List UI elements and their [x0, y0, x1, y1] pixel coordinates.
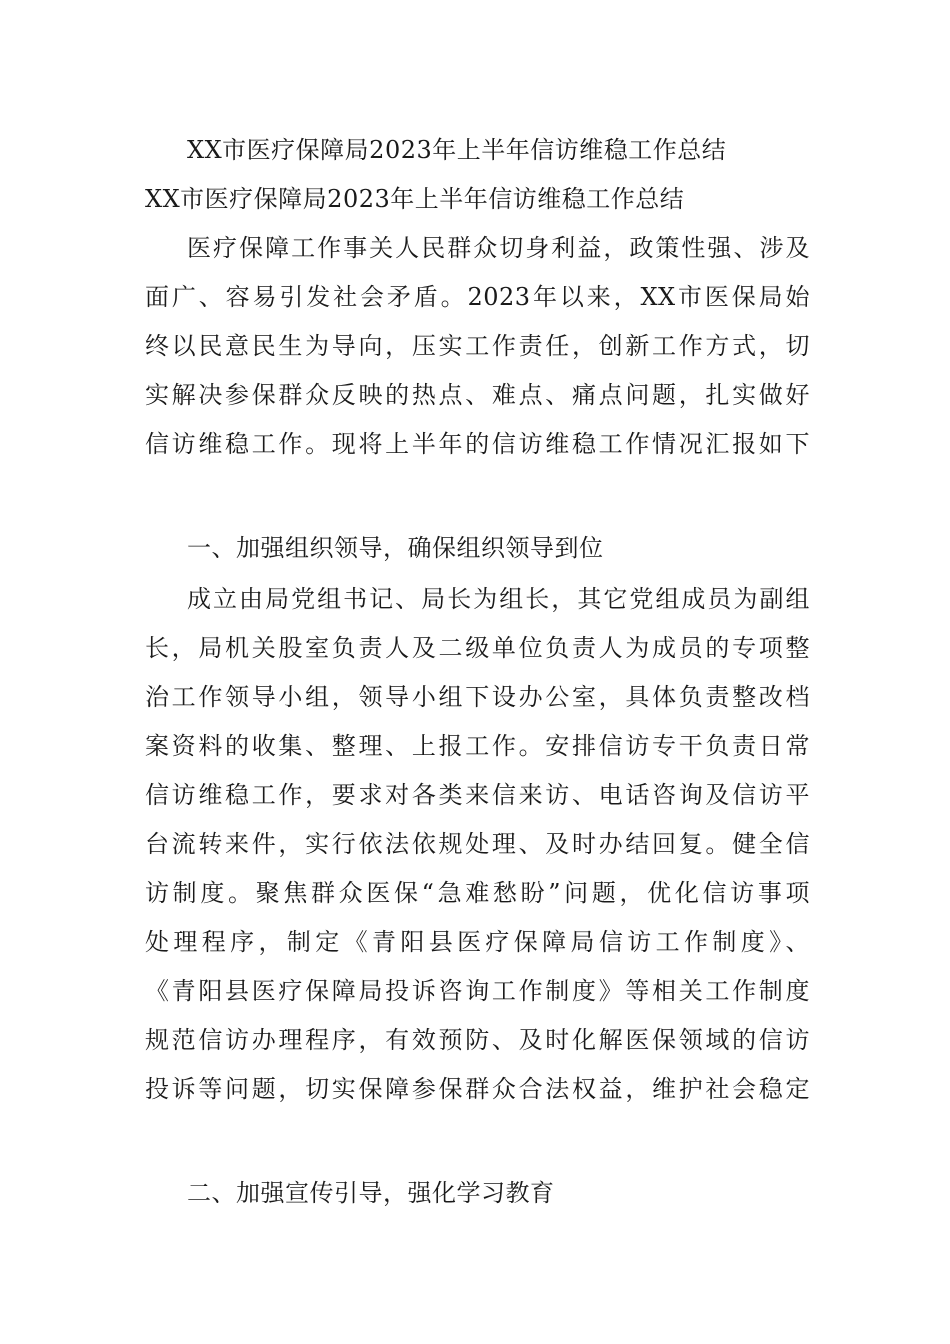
section-1-paragraph-line: 台流转来件，实行依法依规处理、及时办结回复。健全信 [145, 830, 810, 858]
section-1-paragraph-line: 成立由局党组书记、局长为组长，其它党组成员为副组 [187, 585, 810, 613]
intro-paragraph-line: 面广、容易引发社会矛盾。2023年以来，XX市医保局始 [145, 283, 810, 311]
document-title: XX市医疗保障局2023年上半年信访维稳工作总结 [187, 136, 727, 164]
section-1-heading: 一、加强组织领导，确保组织领导到位 [187, 534, 604, 562]
section-1-paragraph-line: 处理程序，制定《青阳县医疗保障局信访工作制度》、 [145, 928, 810, 956]
section-1-paragraph-line: 访制度。聚焦群众医保“急难愁盼”问题，优化信访事项 [145, 879, 810, 907]
section-1-paragraph-line: 案资料的收集、整理、上报工作。安排信访专干负责日常 [145, 732, 810, 760]
intro-paragraph-line: 医疗保障工作事关人民群众切身利益，政策性强、涉及 [187, 234, 810, 262]
intro-paragraph-line: 实解决参保群众反映的热点、难点、痛点问题，扎实做好 [145, 381, 810, 409]
section-1-paragraph-line: 信访维稳工作，要求对各类来信来访、电话咨询及信访平 [145, 781, 810, 809]
document-subtitle: XX市医疗保障局2023年上半年信访维稳工作总结 [145, 185, 685, 213]
intro-paragraph-line: 信访维稳工作。现将上半年的信访维稳工作情况汇报如下 [145, 430, 810, 458]
section-2-heading: 二、加强宣传引导，强化学习教育 [187, 1179, 555, 1207]
intro-paragraph-line: 终以民意民生为导向，压实工作责任，创新工作方式，切 [145, 332, 810, 360]
section-1-paragraph-line: 《青阳县医疗保障局投诉咨询工作制度》等相关工作制度 [145, 977, 810, 1005]
section-1-paragraph-line: 长，局机关股室负责人及二级单位负责人为成员的专项整 [145, 634, 810, 662]
section-1-paragraph-line: 投诉等问题，切实保障参保群众合法权益，维护社会稳定 [145, 1075, 810, 1103]
section-1-paragraph-line: 治工作领导小组，领导小组下设办公室，具体负责整改档 [145, 683, 810, 711]
section-1-paragraph-line: 规范信访办理程序，有效预防、及时化解医保领域的信访 [145, 1026, 810, 1054]
